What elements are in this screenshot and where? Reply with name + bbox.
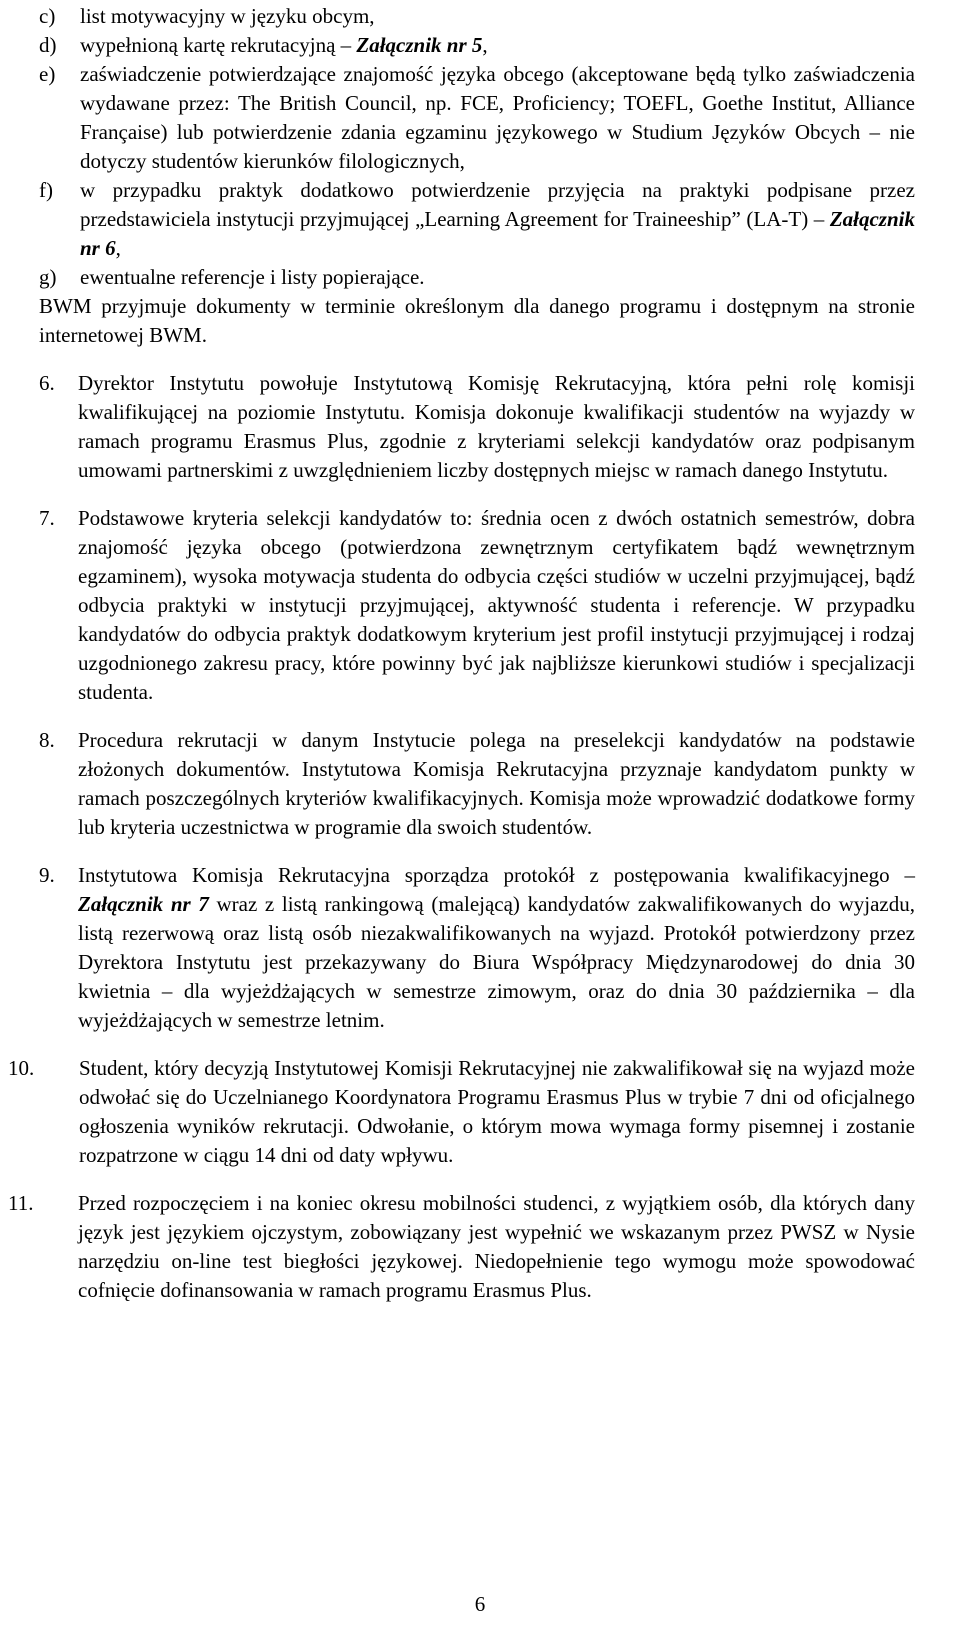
section-10 [8,1054,915,1170]
section-text: Procedura rekrutacji w danym Instytucie polega na preselekcji kandydatów na podstawie złożonych dokumentów. Instytutowa Komisja Rekrutacyjna przyznaje kandydatom punkty w ramach poszczególnych kryteriów kwalifikacyjnych. Komisja może wprowadzić dodatkowe formy lub kryteria uczestnictwa w programie dla swoich studentów. [78,728,915,839]
section-9 [39,861,915,1035]
section-text: Podstawowe kryteria selekcji kandydatów to: średnia ocen z dwóch ostatnich semestrów, dobra znajomość języka obcego (potwierdzona zewnętrznym certyfikatem bądź wewnętrznym egzaminem), wysoka motywacja studenta do odbycia części studiów w uczelni przyjmującej, bądź odbycia praktyki w instytucji przyjmującej, aktywność studenta i referencje. W przypadku kandydatów do odbycia praktyk dodatkowym kryterium jest profil instytucji przyjmującej i rodzaj uzgodnionego zakresu pracy, które powinny być jak najbliższe kierunkowi studiów i specjalizacji studenta. [78,506,915,704]
section-number: 8. [39,728,55,752]
section-8 [39,726,915,842]
list-item [39,263,915,292]
list-item [39,60,915,176]
section-text: Student, który decyzją Instytutowej Komisji Rekrutacyjnej nie zakwalifikował się na wyjazd może odwołać się do Uczelnianego Koordynatora Programu Erasmus Plus w trybie 7 dni od oficjalnego ogłoszenia wyników rekrutacji. Odwołanie, o którym mowa wymaga formy pisemnej i zostanie rozpatrzone w ciągu 14 dni od daty wpływu. [79,1056,915,1167]
section-number: 6. [39,371,55,395]
section-text: Przed rozpoczęciem i na koniec okresu mobilności studenci, z wyjątkiem osób, dla których dany język jest językiem ojczystym, zobowiązany jest wypełnić we wskazanym przez PWSZ w Nysie narzędziu on-line test biegłości językowej. Niedopełnienie tego wymogu może spowodować cofnięcie dofinansowania w ramach programu Erasmus Plus. [78,1191,915,1302]
list-item-text: wypełnioną kartę rekrutacyjną – [80,33,357,57]
list-item [39,31,915,60]
list-item-text-tail: , [482,33,488,57]
section-text: Dyrektor Instytutu powołuje Instytutową Komisję Rekrutacyjną, która pełni rolę komisji kwalifikującej na poziomie Instytutu. Komisja dokonuje kwalifikacji studentów na wyjazdy w ramach programu Erasmus Plus, zgodnie z kryteriami selekcji kandydatów oraz podpisanym umowami partnerskimi z uwzględnieniem liczby dostępnych miejsc w ramach danego Instytutu. [78,371,915,482]
list-item [39,2,915,31]
list-marker: f) [39,178,53,202]
section-7 [39,504,915,707]
list-item [39,176,915,263]
list-item-text: zaświadczenie potwierdzające znajomość języka obcego (akceptowane będą tylko zaświadczenia wydawane przez: The British Council, np. FCE, Proficiency; TOEFL, Goethe Institut, Alliance Française) lub potwierdzenie zdania egzaminu językowego w Studium Języków Obcych – nie dotyczy studentów kierunków filologicznych, [80,62,915,173]
list-item-text: ewentualne referencje i listy popierające. [80,265,425,289]
document-body [8,0,915,1305]
bwm-paragraph: BWM przyjmuje dokumenty w terminie określonym dla danego programu i dostępnym na stronie internetowej BWM. [39,294,915,347]
list-item-text: w przypadku praktyk dodatkowo potwierdzenie przyjęcia na praktyki podpisane przez przedstawiciela instytucji przyjmującej „Learning Agreement for Traineeship” (LA-T) – [80,178,915,231]
attachment-reference: Załącznik nr 5 [356,33,483,57]
attachment-reference: Załącznik nr 7 [78,892,209,916]
list-marker: g) [39,265,57,289]
section-number: 11. [8,1191,34,1215]
section-11 [8,1189,915,1305]
section-number: 10. [8,1056,35,1080]
list-marker: c) [39,4,56,28]
section-text: Instytutowa Komisja Rekrutacyjna sporządza protokół z postępowania kwalifikacyjnego – [78,863,915,887]
section-number: 7. [39,506,55,530]
section-6 [39,369,915,485]
list-marker: e) [39,62,56,86]
list-marker: d) [39,33,57,57]
list-item-text: list motywacyjny w języku obcym, [80,4,375,28]
page-number: 6 [474,1592,486,1616]
section-text-tail: wraz z listą rankingową (malejącą) kandydatów zakwalifikowanych do wyjazdu, listą rezerwową oraz listą osób niezakwalifikowanych na wyjazd. Protokół potwierdzony przez Dyrektora Instytutu jest przekazywany do Biura Współpracy Międzynarodowej do dnia 30 kwietnia – dla wyjeżdżających w semestrze zimowym, oraz do dnia 30 października – dla wyjeżdżających w semestrze letnim. [78,892,915,1032]
list-item-text-tail: , [115,236,121,260]
attachment-list [39,0,915,292]
section-number: 9. [39,863,55,887]
attachment-reference: Załącznik nr 6 [80,207,915,260]
